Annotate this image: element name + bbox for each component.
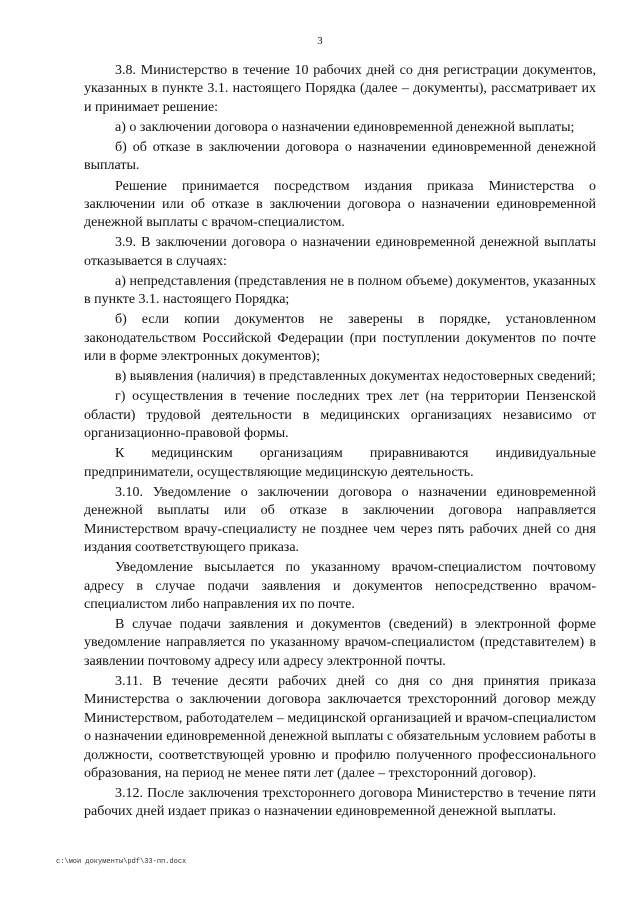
paragraph-3-9: 3.9. В заключении договора о назначении единовременной денежной выплаты отказывается в случаях: (84, 235, 596, 269)
paragraph-3-9-a: а) непредставления (представления не в полном объеме) документов, указанных в пункте 3.1. настоящего Порядка; (84, 273, 596, 308)
paragraph-notification-electronic: В случае подачи заявления и документов (сведений) в электронной форме уведомление направляется по указанному врачом-специалистом (представителем) в заявлении почтовому адресу или адресу электронной почты. (84, 617, 596, 669)
paragraph-3-12: 3.12. После заключения трехстороннего договора Министерство в течение пяти рабочих дней издает приказ о назначении единовременной денежной выплаты. (84, 786, 596, 820)
paragraph-3-9-b: б) если копии документов не заверены в порядке, установленном законодательством Российской Федерации (при поступлении документов по почте или в форме электронных документов); (84, 312, 596, 365)
document-body (84, 62, 596, 824)
paragraph-3-9-g: г) осуществления в течение последних трех лет (на территории Пензенской области) трудовой деятельности в медицинских организациях независимо от организационно-правовой формы. (84, 389, 596, 442)
page-number: 3 (317, 36, 323, 47)
paragraph-decision: Решение принимается посредством издания приказа Министерства о заключении или об отказе в заключении договора о назначении единовременной денежной выплаты с врачом-специалистом. (84, 178, 596, 231)
paragraph-medical-organizations: К медицинским организациям приравниваются индивидуальные предприниматели, осуществляющие медицинскую деятельность. (84, 446, 596, 480)
footer-file-path: c:\мои документы\pdf\33-пп.docx (56, 858, 187, 866)
paragraph-3-10: 3.10. Уведомление о заключении договора о назначении единовременной денежной выплаты или об отказе в заключении договора направляется Министерством врачу-специалисту не позднее чем через пять рабочих дней со дня издания соответствующего приказа. (84, 484, 596, 556)
paragraph-3-8: 3.8. Министерство в течение 10 рабочих дней со дня регистрации документов, указанных в пункте 3.1. настоящего Порядка (далее – документы), рассматривает их и принимает решение: (84, 63, 596, 115)
paragraph-3-8-a: а) о заключении договора о назначении единовременной денежной выплаты; (115, 119, 575, 135)
paragraph-3-9-v: в) выявления (наличия) в представленных документах недостоверных сведений; (115, 369, 596, 385)
paragraph-3-11: 3.11. В течение десяти рабочих дней со дня со дня принятия приказа Министерства о заключении договора заключается трехсторонний договор между Министерством, работодателем – медицинской организацией и врачом-специалистом о назначении единовременной денежной выплаты с обязательным условием работы в должности, соответствующей уровню и профилю полученного профессионального образования, на период не менее пяти лет (далее – трехсторонний договор). (84, 673, 596, 781)
paragraph-notification-mail: Уведомление высылается по указанному врачом-специалистом почтовому адресу в случае подачи заявления и документов непосредственно врачом-специалистом либо направления их по почте. (84, 560, 596, 612)
paragraph-3-8-b: б) об отказе в заключении договора о назначении единовременной денежной выплаты. (84, 140, 596, 174)
